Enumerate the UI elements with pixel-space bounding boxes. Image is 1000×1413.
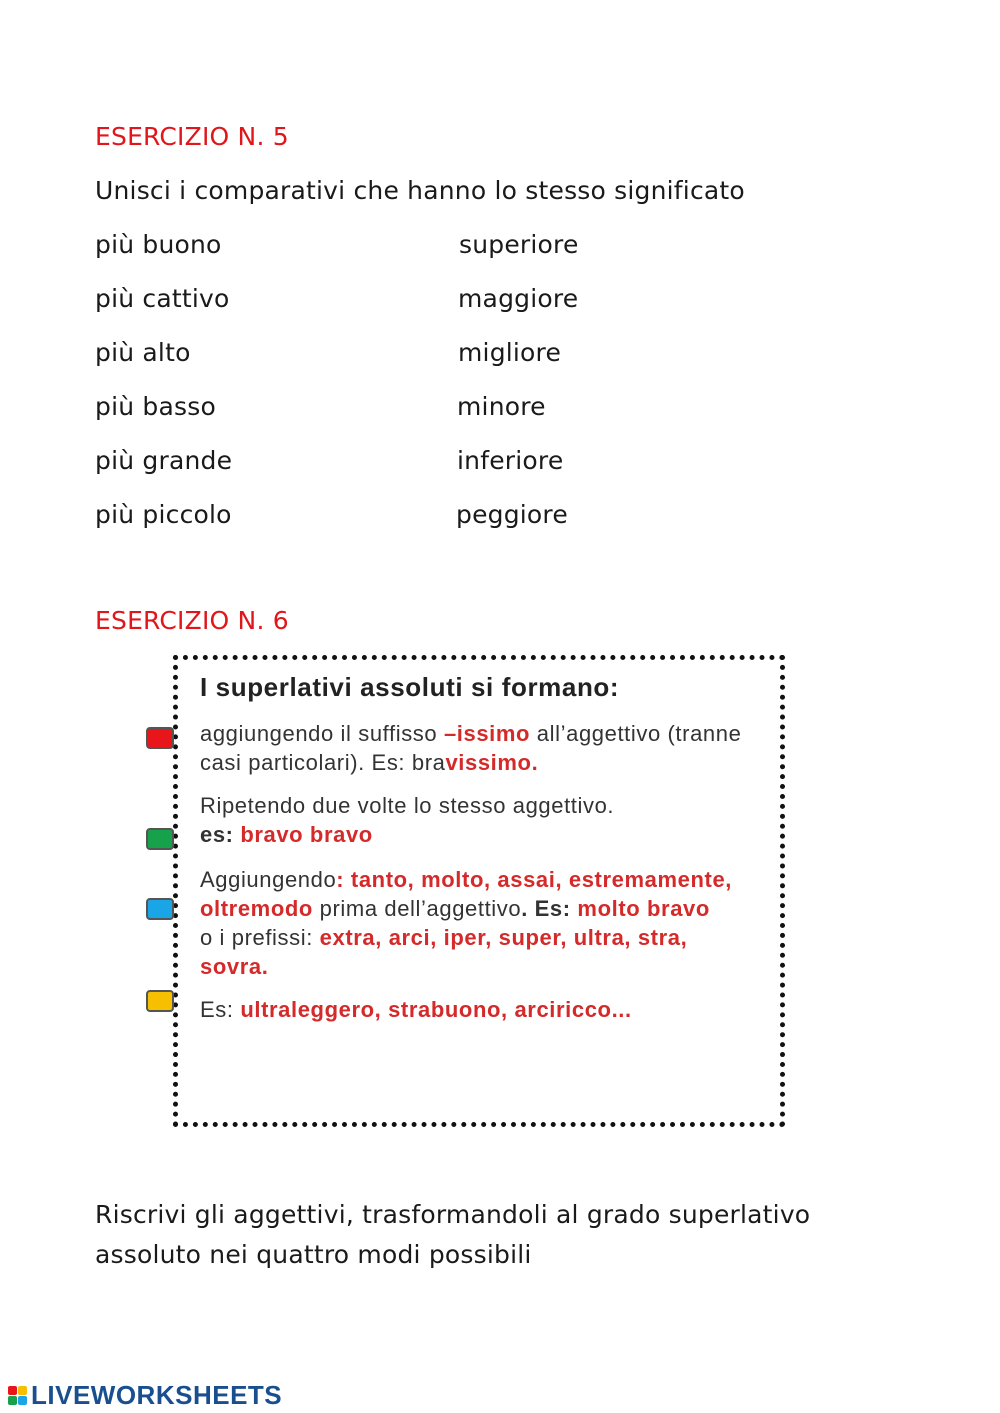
comparative-left[interactable]: più alto	[95, 338, 191, 367]
rule-suffix: aggiungendo il suffisso –issimo all’aggettivo (tranne casi particolari). Es: bravissimo.	[200, 721, 742, 775]
pair-row	[95, 338, 795, 372]
blue-drop-target[interactable]	[146, 898, 174, 920]
liveworksheets-logo	[8, 1378, 282, 1412]
comparative-left[interactable]: più cattivo	[95, 284, 230, 313]
rule-repetition: Ripetendo due volte lo stesso aggettivo. es: bravo bravo	[200, 793, 615, 847]
comparative-left[interactable]: più piccolo	[95, 500, 232, 529]
comparative-right[interactable]: inferiore	[457, 446, 564, 475]
pair-row	[95, 392, 795, 426]
comparative-right[interactable]: peggiore	[456, 500, 568, 529]
comparative-right[interactable]: superiore	[459, 230, 579, 259]
pair-row	[95, 284, 795, 318]
box-title: I superlativi assoluti si formano:	[200, 672, 620, 702]
exercise-6-instruction-line2: assoluto nei quattro modi possibili	[95, 1240, 532, 1269]
brand-name: LIVEWORKSHEETS	[31, 1379, 283, 1410]
comparative-left[interactable]: più basso	[95, 392, 216, 421]
pair-row	[95, 230, 795, 264]
comparative-left[interactable]: più buono	[95, 230, 222, 259]
green-drop-target[interactable]	[146, 828, 174, 850]
comparative-right[interactable]: minore	[457, 392, 546, 421]
logo-grid-icon	[8, 1386, 27, 1405]
pair-row	[95, 446, 795, 480]
exercise-5-instruction: Unisci i comparativi che hanno lo stesso significato	[95, 176, 745, 205]
rule-prefix-examples: Es: ultraleggero, strabuono, arciricco...	[200, 997, 632, 1022]
exercise-5-title: ESERCIZIO N. 5	[95, 122, 289, 151]
comparative-left[interactable]: più grande	[95, 446, 233, 475]
exercise-6-instruction-line1: Riscrivi gli aggettivi, trasformandoli al grado superlativo	[95, 1200, 811, 1229]
comparative-right[interactable]: migliore	[458, 338, 562, 367]
superlative-rules-box	[173, 655, 785, 1127]
yellow-drop-target[interactable]	[146, 990, 174, 1012]
comparative-right[interactable]: maggiore	[458, 284, 579, 313]
red-drop-target[interactable]	[146, 727, 174, 749]
exercise-6-title: ESERCIZIO N. 6	[95, 606, 289, 635]
rule-adverbs-prefixes: Aggiungendo: tanto, molto, assai, estremamente, oltremodo prima dell’aggettivo. Es: molto bravo o i prefissi: extra, arci, iper, super, ultra, stra, sovra.	[200, 867, 732, 979]
pair-row	[95, 500, 795, 534]
